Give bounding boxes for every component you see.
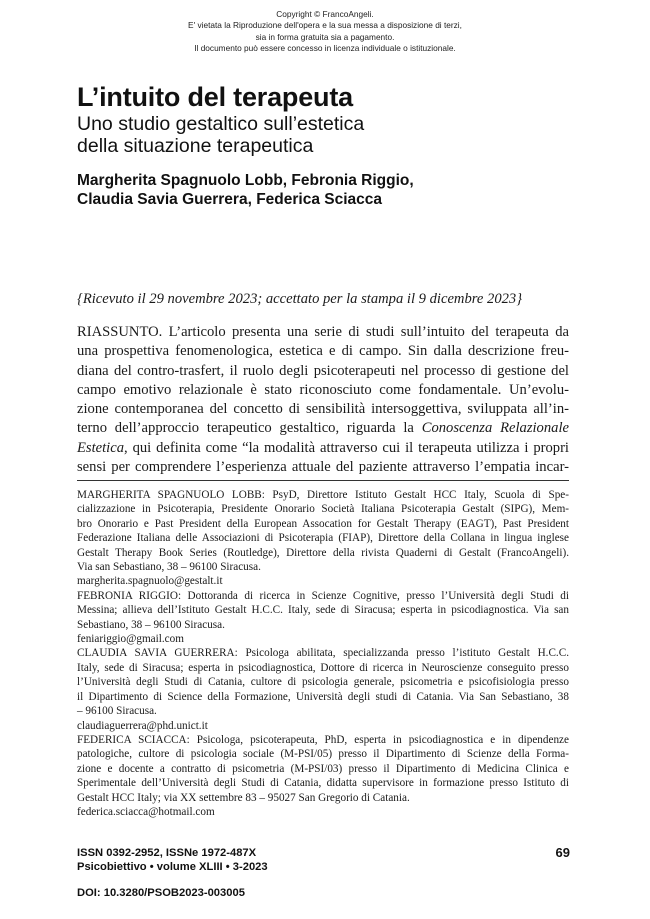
doi[interactable]: DOI: 10.3280/PSOB2023-003005 — [77, 887, 245, 899]
abstract-line: RIASSUNTO. L’articolo presenta una serie di studi sull’intuito del terapeuta da — [77, 324, 569, 340]
copyright-line: E' vietata la Riproduzione dell'opera e la sua messa a disposizione di terzi, — [188, 20, 462, 31]
author-list — [77, 171, 414, 209]
abstract-line — [77, 439, 569, 458]
note-line: Sebastiano, 38 – 96100 Siracusa. — [77, 618, 225, 631]
author-email[interactable]: feniariggio@gmail.com — [77, 633, 184, 646]
note-line: Gestalt Therapy Book Series (Routledge), Direttore della rivista Quaderni di Gestalt (FrancoAngeli). — [77, 546, 569, 559]
copyright-line: Il documento può essere concesso in licenza individuale o istituzionale. — [194, 43, 456, 54]
journal-volume: Psicobiettivo • volume XLIII • 3-2023 — [77, 861, 268, 874]
received-dates: {Ricevuto il 29 novembre 2023; accettato per la stampa il 9 dicembre 2023} — [77, 291, 523, 307]
copyright-notice — [0, 9, 650, 55]
subtitle-line: della situazione terapeutica — [77, 135, 314, 157]
article-subtitle — [77, 113, 364, 157]
author-notes — [77, 488, 569, 819]
note-line: patologiche, cultore di psicologia sociale (M-PSI/05) presso il Dipartimento di Scienze della Forma- — [77, 748, 569, 761]
note-line: Via san Sebastiano, 38 – 96100 Siracusa. — [77, 561, 261, 574]
article-title: L’intuito del terapeuta — [77, 82, 353, 112]
issn: ISSN 0392-2952, ISSNe 1972-487X — [77, 847, 257, 859]
author-line: Claudia Savia Guerrera, Federica Sciacca — [77, 191, 383, 208]
author-line: Margherita Spagnuolo Lobb, Febronia Riggio, — [77, 172, 414, 189]
note-line: Gestalt HCC Italy; via XX settembre 83 – 95027 San Gregorio di Catania. — [77, 791, 410, 804]
page-number: 69 — [555, 845, 570, 860]
abstract-line — [77, 419, 569, 438]
note-line: FEDERICA SCIACCA: Psicologa, psicoterapeuta, PhD, esperta in psicodiagnostica e in dipendenze — [77, 733, 569, 746]
abstract-line: zione contemporanea del concetto di sensibilità intersoggettiva, sviluppata all’in- — [77, 401, 569, 417]
note-line: zione e docente a contratto di psicometria (M-PSI/03) presso il Dipartimento di Medicina Clinica e — [77, 762, 569, 775]
author-email[interactable]: margherita.spagnuolo@gestalt.it — [77, 575, 223, 588]
abstract — [77, 323, 569, 477]
note-line: MARGHERITA SPAGNUOLO LOBB: PsyD, Direttore Istituto Gestalt HCC Italy, Scuola di Spe- — [77, 489, 569, 501]
abstract-text: , qui definita come “la modalità attraverso cui il terapeuta utilizza i propri — [124, 439, 569, 456]
abstract-text: terno dell’approccio terapeutico gestaltico, riguarda la — [77, 420, 414, 437]
abstract-line: una prospettiva fenomenologica, estetica e di campo. Sin dalla descrizione freu- — [77, 343, 569, 360]
note-line: bro Onorario e Past President della European Assocation for Gestalt Therapy (EAGT), Past President — [77, 517, 569, 530]
abstract-line: diana del contro-trasfert, il ruolo degli psicoterapeuti nel processo di gestione del — [77, 362, 569, 379]
note-line: cializzazione in Psicoterapia, Presidente Onorario Società Italiana Psicoterapia Gestalt (SIPG), Mem- — [77, 503, 569, 516]
note-line: CLAUDIA SAVIA GUERRERA: Psicologa abilitata, specializzanda presso l’istituto Gestalt H.C.C. — [77, 647, 569, 660]
note-line: Federazione Italiana delle Associazioni di Psicoterapia (FIAP), Direttore della Collana in lingua inglese — [77, 532, 569, 545]
note-line: Sperimentale dell’Università degli Studi di Catania, didatta supervisore in formazione presso Istituto di — [77, 777, 569, 790]
abstract-line: sensi per comprendere l’esperienza attuale del paziente attraverso l’empatia incar- — [77, 458, 569, 475]
author-email[interactable]: claudiaguerrera@phd.unict.it — [77, 719, 208, 732]
copyright-line: Copyright © FrancoAngeli. — [276, 9, 374, 19]
note-line: Italy, sede di Siracusa; esperta in psicodiagnostica, Dottore di ricerca in Neuroscienze conseguito presso — [77, 661, 569, 674]
copyright-line: sia in forma gratuita sia a pagamento. — [255, 31, 395, 42]
abstract-italic-term: Estetica — [77, 439, 125, 456]
footnote-divider — [77, 480, 569, 481]
abstract-italic-term: Conoscenza Relazionale — [421, 420, 569, 437]
note-line: – 96100 Siracusa. — [77, 705, 157, 718]
note-line: Messina; allieva dell’Istituto Gestalt H.C.C. Italy, sede di Siracusa; esperta in psicodiagnostica. Via san — [77, 604, 569, 617]
subtitle-line: Uno studio gestaltico sull’estetica — [77, 113, 365, 135]
author-email[interactable]: federica.sciacca@hotmail.com — [77, 805, 215, 818]
abstract-line: campo emotivo relazionale è stato riconosciuto come fondamentale. Un’evolu- — [77, 381, 569, 398]
note-line: FEBRONIA RIGGIO: Dottoranda di ricerca in Scienze Cognitive, presso l’Università degli Studi di — [77, 589, 569, 602]
journal-info — [77, 846, 268, 875]
note-line: il Dipartimento di Science della Formazione, Università degli studi di Catania. Via San Sebastiano, 38 — [77, 690, 569, 703]
note-line: l’Università degli Studi di Catania, cultore di psicologia generale, psicometria e psicofisiologia presso — [77, 676, 569, 689]
